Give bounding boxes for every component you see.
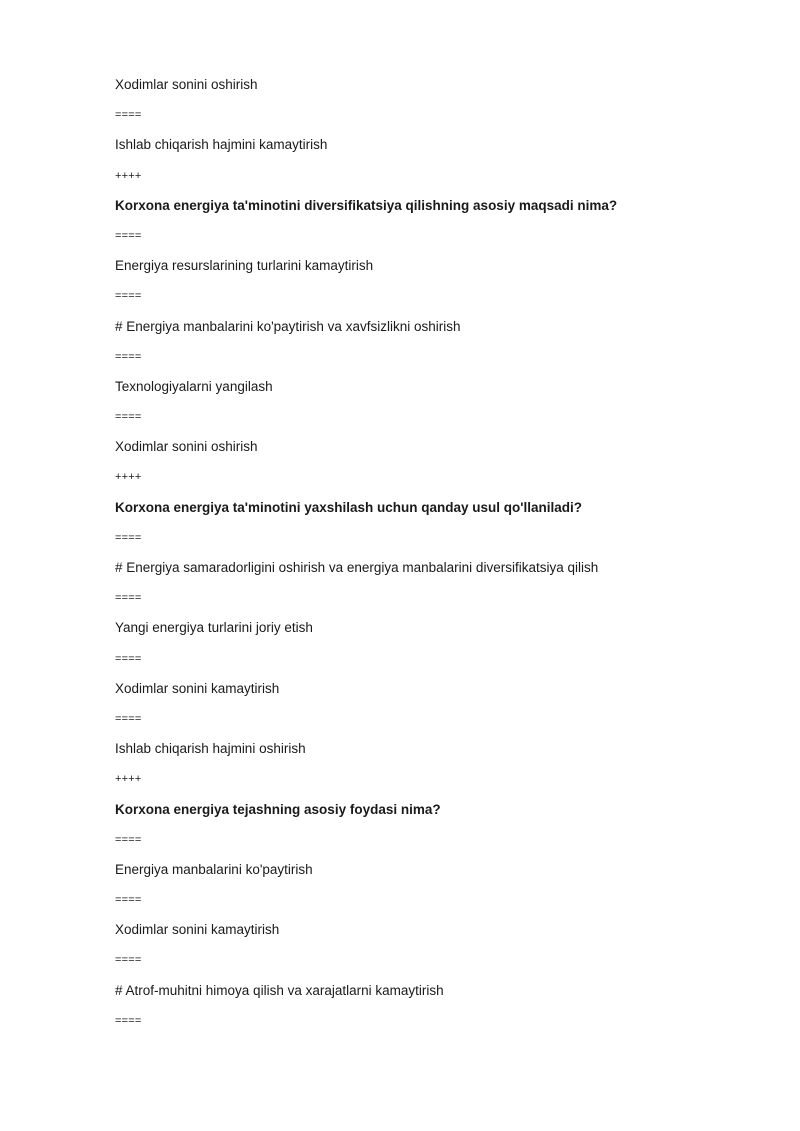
question-separator: ++++ (115, 169, 142, 182)
option-separator: ==== (115, 229, 142, 242)
option-separator: ==== (115, 894, 142, 907)
option-separator: ==== (115, 531, 142, 544)
correct-answer-option: # Energiya samaradorligini oshirish va energiya manbalarini diversifikatsiya qilish (115, 560, 599, 575)
answer-option: Xodimlar sonini kamaytirish (115, 680, 280, 696)
answer-option: Xodimlar sonini oshirish (115, 77, 258, 92)
question-separator: ++++ (115, 471, 142, 484)
question-text: Korxona energiya ta'minotini diversifikatsiya qilishning asosiy maqsadi nima? (115, 197, 618, 213)
document-body (115, 75, 755, 1041)
correct-answer-option: # Energiya manbalarini ko'paytirish va xavfsizlikni oshirish (115, 318, 461, 334)
question-text: Korxona energiya tejashning asosiy foydasi nima? (115, 801, 441, 817)
option-separator: ==== (115, 833, 142, 846)
answer-option: Xodimlar sonini kamaytirish (115, 922, 280, 938)
answer-option: Texnologiyalarni yangilash (115, 378, 273, 394)
option-separator: ==== (115, 290, 142, 303)
option-separator: ==== (115, 712, 142, 725)
answer-option: Yangi energiya turlarini joriy etish (115, 620, 313, 636)
question-text: Korxona energiya ta'minotini yaxshilash uchun qanday usul qo'llaniladi? (115, 499, 583, 515)
question-separator: ++++ (115, 773, 142, 786)
answer-option: Energiya resurslarining turlarini kamaytirish (115, 258, 374, 274)
answer-option: Energiya manbalarini ko'paytirish (115, 861, 313, 877)
option-separator: ==== (115, 652, 142, 665)
answer-option: Ishlab chiqarish hajmini oshirish (115, 741, 306, 757)
answer-option: Ishlab chiqarish hajmini kamaytirish (115, 137, 328, 153)
option-separator: ==== (115, 109, 142, 122)
option-separator: ==== (115, 592, 142, 605)
answer-option: Xodimlar sonini oshirish (115, 439, 258, 455)
option-separator: ==== (115, 411, 142, 424)
correct-answer-option: # Atrof-muhitni himoya qilish va xarajatlarni kamaytirish (115, 982, 444, 998)
option-separator: ==== (115, 954, 142, 967)
option-separator: ==== (115, 350, 142, 363)
option-separator: ==== (115, 1014, 142, 1027)
